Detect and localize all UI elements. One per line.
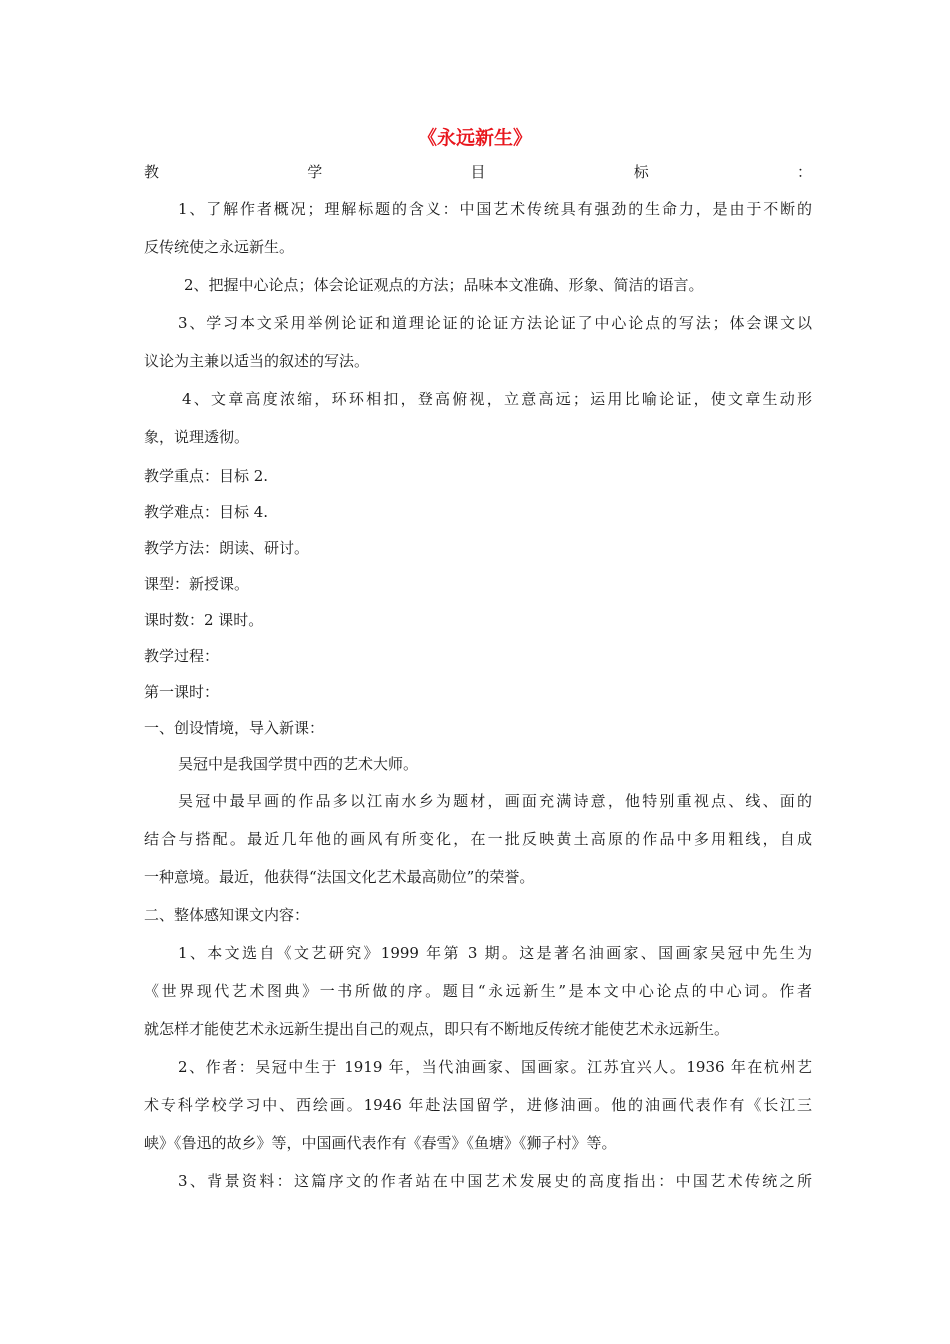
teaching-process-heading: 教学过程：: [144, 647, 220, 665]
objective-3-line-2: 议论为主兼以适当的叙述的写法。: [144, 352, 370, 370]
item-1-line-2: 《世界现代艺术图典》一书所做的序。题目“永远新生”是本文中心论点的中心词。作者: [144, 982, 812, 1000]
difficult-point: 教学难点：目标 4.: [144, 503, 269, 521]
item-2-line-2: 术专科学校学习中、西绘画。1946 年赴法国留学，进修油画。他的油画代表作有《长江三: [144, 1096, 812, 1114]
intro-paragraph-2-line-3: 一种意境。最近，他获得“法国文化艺术最高勋位”的荣誉。: [144, 868, 535, 886]
section-one-heading: 一、创设情境，导入新课：: [144, 719, 325, 737]
objective-4-line-1: 4、文章高度浓缩，环环相扣，登高俯视，立意高远；运用比喻论证，使文章生动形: [182, 390, 812, 408]
teaching-method: 教学方法：朗读、研讨。: [144, 539, 310, 557]
item-2-line-3: 峡》《鲁迅的故乡》等，中国画代表作有《春雪》《鱼塘》《狮子村》等。: [144, 1134, 617, 1152]
first-lesson-heading: 第一课时：: [144, 683, 220, 701]
item-3-line-1: 3、背景资料：这篇序文的作者站在中国艺术发展史的高度指出：中国艺术传统之所: [178, 1172, 812, 1190]
objective-1-line-2: 反传统使之永远新生。: [144, 238, 295, 256]
intro-paragraph-2-line-2: 结合与搭配。最近几年他的画风有所变化，在一批反映黄土高原的作品中多用粗线，自成: [144, 830, 812, 848]
section-heading-objectives: 教学目标：: [144, 163, 812, 181]
intro-paragraph-2-line-1: 吴冠中最早画的作品多以江南水乡为题材，画面充满诗意，他特别重视点、线、面的: [178, 792, 812, 810]
item-1-line-1: 1、本文选自《文艺研究》1999 年第 3 期。这是著名油画家、国画家吴冠中先生为: [178, 944, 812, 962]
intro-paragraph-1: 吴冠中是我国学贯中西的艺术大师。: [178, 755, 419, 773]
objective-3-line-1: 3、学习本文采用举例论证和道理论证的论证方法论证了中心论点的写法；体会课文以: [178, 314, 812, 332]
item-1-line-3: 就怎样才能使艺术永远新生提出自己的观点，即只有不断地反传统才能使艺术永远新生。: [144, 1020, 730, 1038]
objective-1-line-1: 1、了解作者概况；理解标题的含义：中国艺术传统具有强劲的生命力，是由于不断的: [178, 200, 812, 218]
section-two-heading: 二、整体感知课文内容：: [144, 906, 310, 924]
objective-4-line-2: 象，说理透彻。: [144, 428, 250, 446]
lesson-type: 课型：新授课。: [144, 575, 250, 593]
key-point: 教学重点：目标 2.: [144, 467, 269, 485]
document-title: 《永远新生》: [417, 127, 532, 149]
item-2-line-1: 2、作者：吴冠中生于 1919 年，当代油画家、国画家。江苏宜兴人。1936 年在杭州艺: [178, 1058, 812, 1076]
objective-2: 2、把握中心论点；体会论证观点的方法；品味本文准确、形象、简洁的语言。: [184, 276, 704, 294]
class-hours: 课时数：2 课时。: [144, 611, 264, 629]
